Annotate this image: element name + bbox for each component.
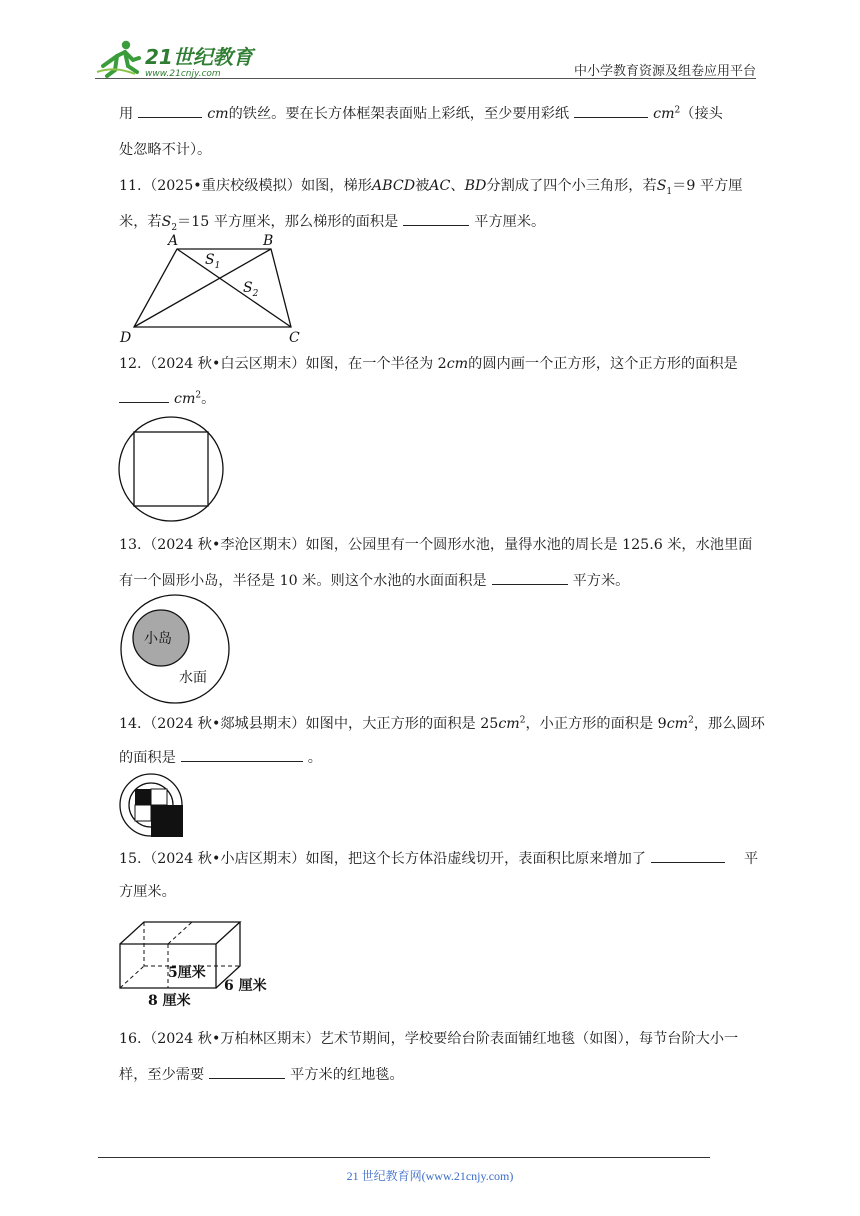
- q10-line2: 处忽略不计）。: [119, 142, 212, 158]
- q15-line1: 15.（2024 秋•小店区期末）如图，把这个长方体沿虚线切开，表面积比原来增加了 平: [119, 848, 758, 869]
- q10-line1: 用 cm的铁丝。要在长方体框架表面贴上彩纸，至少要用彩纸 $cm^2$（接头: [119, 103, 723, 124]
- circle-square-figure: [117, 415, 225, 523]
- q16-line1: 16.（2024 秋•万柏林区期末）艺术节期间，学校要给台阶表面铺红地毯（如图），每节台阶大小一: [119, 1031, 739, 1047]
- footer-divider: [98, 1157, 710, 1158]
- answer-blank[interactable]: [209, 1064, 285, 1079]
- answer-blank[interactable]: [403, 211, 469, 226]
- pond-figure: [117, 594, 235, 706]
- q14-line2: 的面积是 。: [119, 747, 322, 768]
- site-logo: [95, 36, 265, 80]
- q16-line2: 样，至少需要 平方米的红地毯。: [119, 1064, 404, 1085]
- q11-line2: 米，若$S_2=15$ 平方厘米，那么梯形的面积是 平方厘米。: [119, 211, 545, 232]
- header-divider: [95, 78, 756, 79]
- width-label: 6 厘米: [224, 978, 267, 994]
- ring-squares-figure: [119, 773, 187, 839]
- q13-line1: 13.（2024 秋•李沧区期末）如图，公园里有一个圆形水池，量得水池的周长是 125.6 米，水池里面: [119, 537, 753, 553]
- q14-line1: 14.（2024 秋•郯城县期末）如图中，大正方形的面积是 $25cm^2$，小正方形的面积是 $9cm^2$，那么圆环: [119, 715, 765, 732]
- height-label: 5厘米: [168, 965, 206, 981]
- answer-blank[interactable]: [181, 747, 303, 762]
- answer-blank[interactable]: [138, 103, 202, 118]
- island-label: 小岛: [144, 631, 172, 647]
- q11-line1: 11.（2025•重庆校级模拟）如图，梯形ABCD被AC、BD分割成了四个小三角形，若$S_1=9$ 平方厘: [119, 178, 743, 197]
- cuboid-figure: [116, 916, 276, 1010]
- q15-line2: 方厘米。: [119, 884, 176, 900]
- answer-blank[interactable]: [574, 103, 648, 118]
- footer-text[interactable]: 21 世纪教育网(www.21cnjy.com): [346, 1169, 514, 1183]
- label-C: C: [289, 330, 300, 346]
- platform-name: 中小学教育资源及组卷应用平台: [573, 64, 756, 79]
- length-label: 8 厘米: [148, 993, 191, 1009]
- label-S1: $S_1$: [205, 252, 221, 271]
- q12-line2: $cm^2$。: [119, 388, 215, 409]
- runner-icon: [97, 41, 139, 76]
- label-D: D: [120, 330, 132, 346]
- logo-text: 21世纪教育: [145, 45, 253, 69]
- label-A: A: [168, 233, 179, 249]
- water-label: 水面: [179, 670, 207, 686]
- answer-blank[interactable]: [492, 570, 568, 585]
- label-S2: $S_2$: [243, 280, 259, 299]
- q13-line2: 有一个圆形小岛，半径是 10 米。则这个水池的水面面积是 平方米。: [119, 570, 629, 591]
- label-B: B: [263, 233, 274, 249]
- answer-blank[interactable]: [119, 388, 169, 403]
- answer-blank[interactable]: [651, 848, 725, 863]
- logo-url: www.21cnjy.com: [145, 69, 221, 79]
- trapezoid-figure: [115, 232, 305, 346]
- q12-line1: 12.（2024 秋•白云区期末）如图，在一个半径为 2cm的圆内画一个正方形，这个正方形的面积是: [119, 356, 738, 372]
